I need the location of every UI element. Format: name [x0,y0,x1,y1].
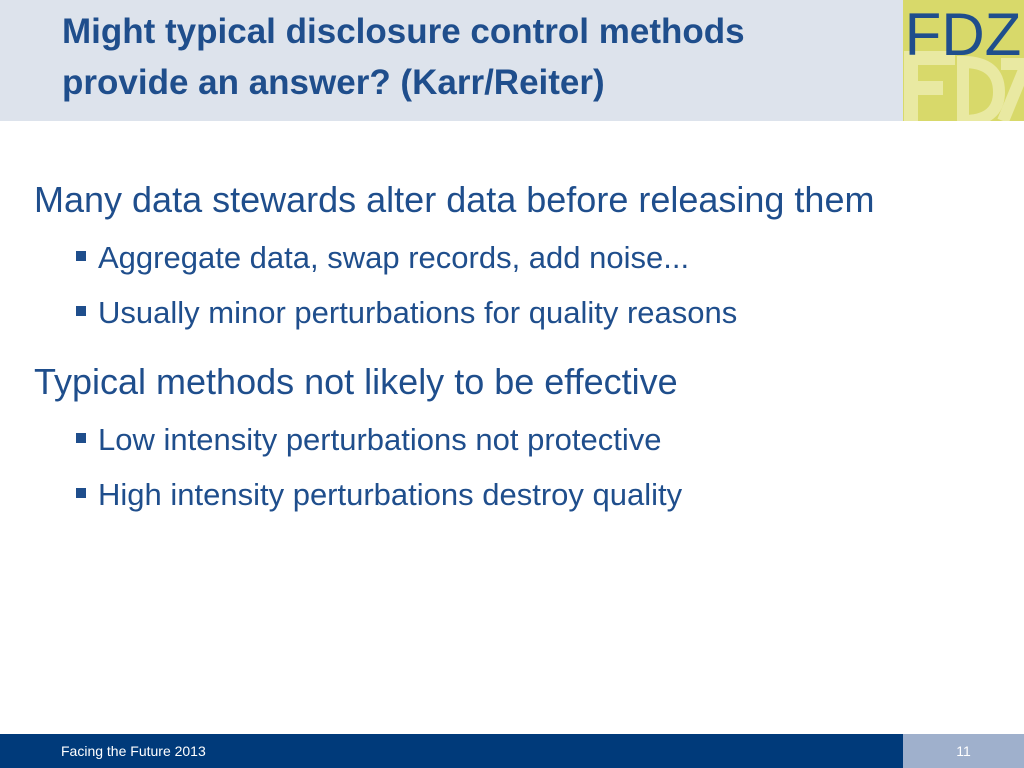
sub-bullet-2-1 [76,421,1006,459]
fdz-logo-graphic [903,0,1024,121]
fdz-logo [903,0,1024,121]
sub-bullet-1-1 [76,239,1006,277]
sub-bullet-text: Usually minor perturbations for quality reasons [98,295,738,330]
slide-title [62,6,882,108]
bullet-point-2: Typical methods not likely to be effective [34,361,678,402]
square-bullet-icon [76,306,86,316]
slide-title-line-1: Might typical disclosure control methods [62,12,745,51]
sub-bullet-text: Aggregate data, swap records, add noise... [98,240,690,275]
sub-bullet-2-2 [76,476,1006,514]
square-bullet-icon [76,488,86,498]
page-number-box [903,734,1024,768]
slide-body [0,121,1024,734]
square-bullet-icon [76,251,86,261]
slide-footer [0,734,1024,768]
sub-bullet-text: Low intensity perturbations not protective [98,422,662,457]
sub-bullet-1-2 [76,294,1006,332]
slide-header [0,0,1024,121]
bullet-point-1: Many data stewards alter data before releasing them [34,179,875,220]
square-bullet-icon [76,433,86,443]
slide-title-line-2: provide an answer? (Karr/Reiter) [62,63,605,102]
page-number: 11 [956,743,971,759]
fdz-logo-text: FDZ [904,1,1022,68]
sub-bullet-text: High intensity perturbations destroy quality [98,477,683,512]
footer-text: Facing the Future 2013 [61,743,206,759]
